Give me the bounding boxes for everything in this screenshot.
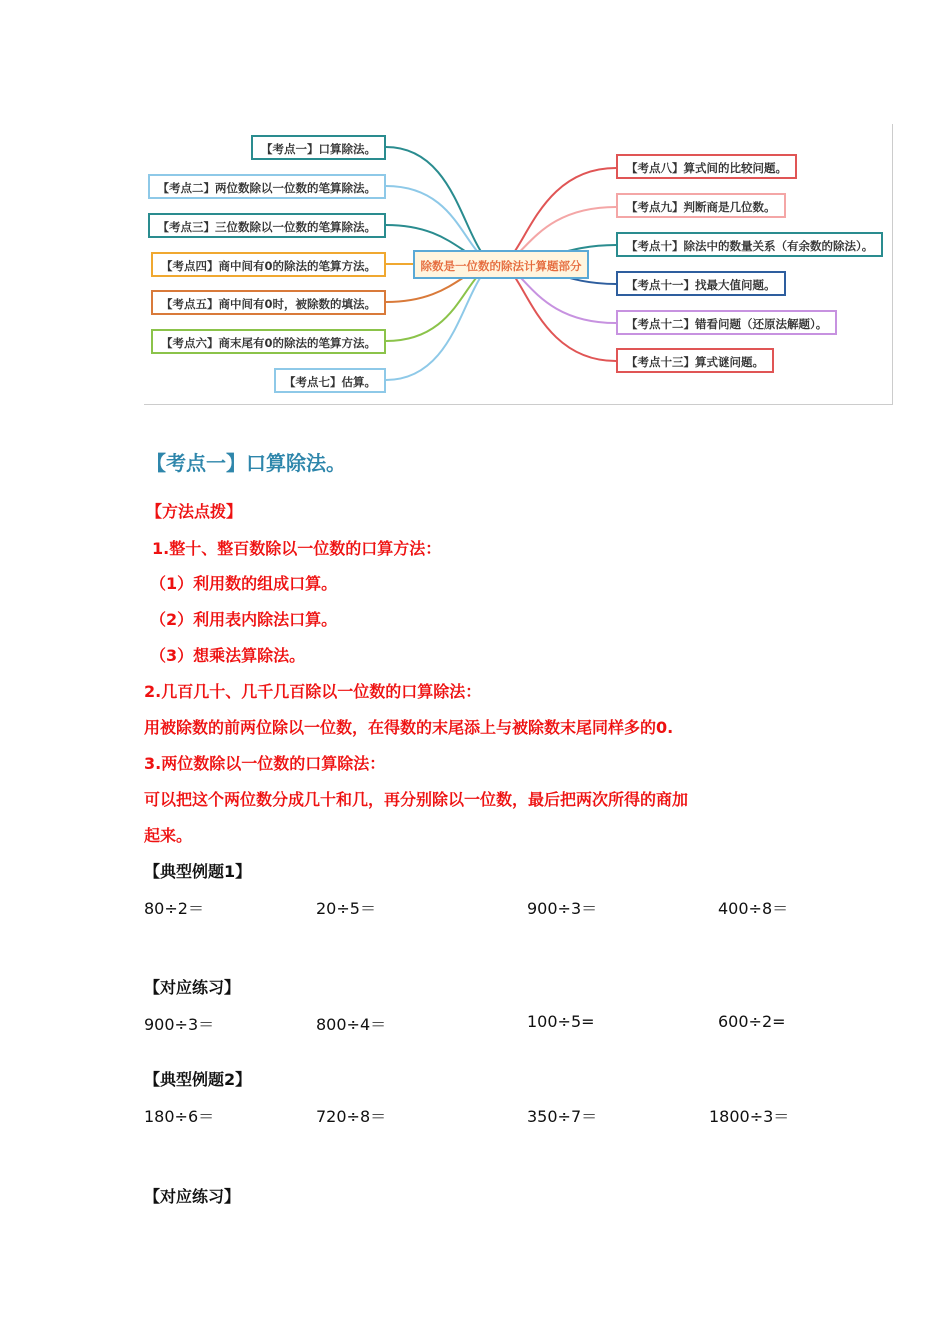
mindmap-node-9: 【考点九】判断商是几位数。 <box>616 193 786 218</box>
mindmap-node-4: 【考点四】商中间有0的除法的笔算方法。 <box>151 252 386 277</box>
mindmap-node-1: 【考点一】口算除法。 <box>251 135 386 160</box>
practice1-q3: 100÷5= <box>527 1012 595 1031</box>
example2-q3: 350÷7＝ <box>527 1107 598 1126</box>
mindmap-node-3: 【考点三】三位数除以一位数的笔算除法。 <box>148 213 387 238</box>
practice1-q4: 600÷2= <box>718 1012 786 1031</box>
method-line-7: 3.两位数除以一位数的口算除法： <box>144 754 386 773</box>
method-line-6: 用被除数的前两位除以一位数，在得数的末尾添上与被除数末尾同样多的0. <box>144 718 674 737</box>
example1-q1: 80÷2＝ <box>144 899 204 918</box>
example1-title: 【典型例题1】 <box>144 862 252 881</box>
method-line-9: 起来。 <box>144 826 193 845</box>
practice2-title: 【对应练习】 <box>144 1187 241 1206</box>
mindmap-node-12: 【考点十二】错看问题（还原法解题）。 <box>616 310 837 335</box>
method-line-1: 1.整十、整百数除以一位数的口算方法： <box>152 539 442 558</box>
mindmap-center: 除数是一位数的除法计算题部分 <box>413 250 589 279</box>
example2-q4: 1800÷3＝ <box>709 1107 790 1126</box>
mindmap-node-10: 【考点十】除法中的数量关系（有余数的除法）。 <box>616 232 883 257</box>
practice1-q2: 800÷4＝ <box>316 1015 387 1034</box>
method-line-3: （2）利用表内除法口算。 <box>150 610 338 629</box>
example2-q2: 720÷8＝ <box>316 1107 387 1126</box>
mindmap-right-border <box>892 124 893 405</box>
example2-q1: 180÷6＝ <box>144 1107 215 1126</box>
mindmap-node-2: 【考点二】两位数除以一位数的笔算除法。 <box>148 174 387 199</box>
mindmap-node-8: 【考点八】算式间的比较问题。 <box>616 154 797 179</box>
method-line-2: （1）利用数的组成口算。 <box>150 574 338 593</box>
method-line-5: 2.几百几十、几千几百除以一位数的口算除法： <box>144 682 482 701</box>
practice1-title: 【对应练习】 <box>144 978 241 997</box>
example2-title: 【典型例题2】 <box>144 1070 252 1089</box>
section-title: 【考点一】口算除法。 <box>146 451 346 475</box>
mindmap-node-11: 【考点十一】找最大值问题。 <box>616 271 786 296</box>
method-title: 【方法点拨】 <box>146 502 243 521</box>
example1-q4: 400÷8＝ <box>718 899 789 918</box>
method-line-4: （3）想乘法算除法。 <box>150 646 306 665</box>
mindmap-node-5: 【考点五】商中间有0时，被除数的填法。 <box>151 290 386 315</box>
example1-q2: 20÷5＝ <box>316 899 376 918</box>
mindmap-node-7: 【考点七】估算。 <box>274 368 386 393</box>
mindmap-node-13: 【考点十三】算式谜问题。 <box>616 348 774 373</box>
mindmap-bottom-border <box>144 404 893 405</box>
example1-q3: 900÷3＝ <box>527 899 598 918</box>
practice1-q1: 900÷3＝ <box>144 1015 215 1034</box>
mindmap <box>144 124 893 405</box>
method-line-8: 可以把这个两位数分成几十和几，再分别除以一位数，最后把两次所得的商加 <box>144 790 689 809</box>
mindmap-node-6: 【考点六】商末尾有0的除法的笔算方法。 <box>151 329 386 354</box>
